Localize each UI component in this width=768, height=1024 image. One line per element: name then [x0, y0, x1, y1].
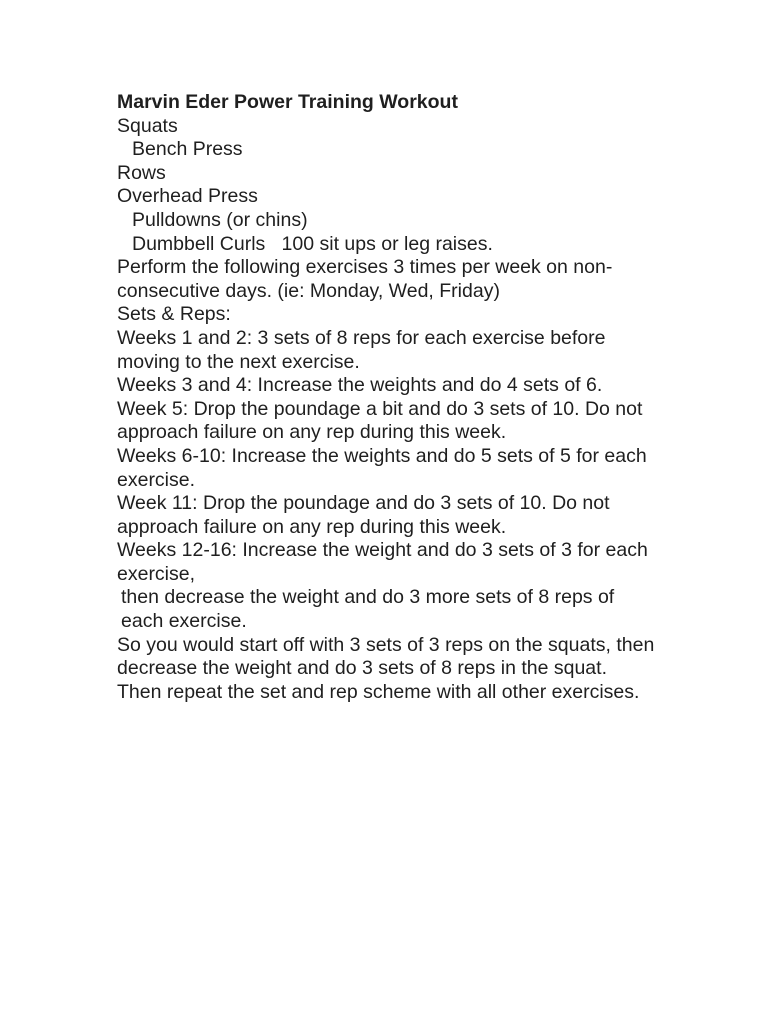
- exercise-squats: Squats: [117, 114, 178, 137]
- document-title: Marvin Eder Power Training Workout: [117, 91, 458, 113]
- exercise-curls-situps: Dumbbell Curls 100 sit ups or leg raises.: [132, 232, 493, 255]
- paragraph-decrease-weight: then decrease the weight and do 3 more sets of 8 reps of each exercise.: [121, 586, 620, 633]
- paragraph-weeks-1-2: Weeks 1 and 2: 3 sets of 8 reps for each exercise before moving to the next exercise.: [117, 326, 611, 373]
- exercise-pulldowns: Pulldowns (or chins): [132, 208, 308, 231]
- paragraph-example: So you would start off with 3 sets of 3 reps on the squats, then decrease the weight and do 3 sets of 8 reps in the squat.: [117, 633, 660, 680]
- document-body: [117, 91, 660, 704]
- paragraph-repeat: Then repeat the set and rep scheme with all other exercises.: [117, 680, 640, 703]
- paragraph-week-5: Week 5: Drop the poundage a bit and do 3 sets of 10. Do not approach failure on any rep during this week.: [117, 397, 648, 444]
- paragraph-sets-reps-heading: Sets & Reps:: [117, 303, 231, 326]
- paragraph-weeks-3-4: Weeks 3 and 4: Increase the weights and do 4 sets of 6.: [117, 374, 603, 397]
- paragraph-week-11: Week 11: Drop the poundage and do 3 sets of 10. Do not approach failure on any rep during this week.: [117, 492, 615, 538]
- paragraph-frequency: Perform the following exercises 3 times per week on non-consecutive days. (ie: Monday, Wed, Friday): [117, 256, 613, 302]
- exercise-rows: Rows: [117, 161, 166, 184]
- paragraph-weeks-6-10: Weeks 6-10: Increase the weights and do 5 sets of 5 for each exercise.: [117, 444, 653, 491]
- exercise-bench-press: Bench Press: [132, 138, 243, 161]
- exercise-overhead-press: Overhead Press: [117, 185, 258, 208]
- paragraph-weeks-12-16: Weeks 12-16: Increase the weight and do 3 sets of 3 for each exercise,: [117, 539, 654, 585]
